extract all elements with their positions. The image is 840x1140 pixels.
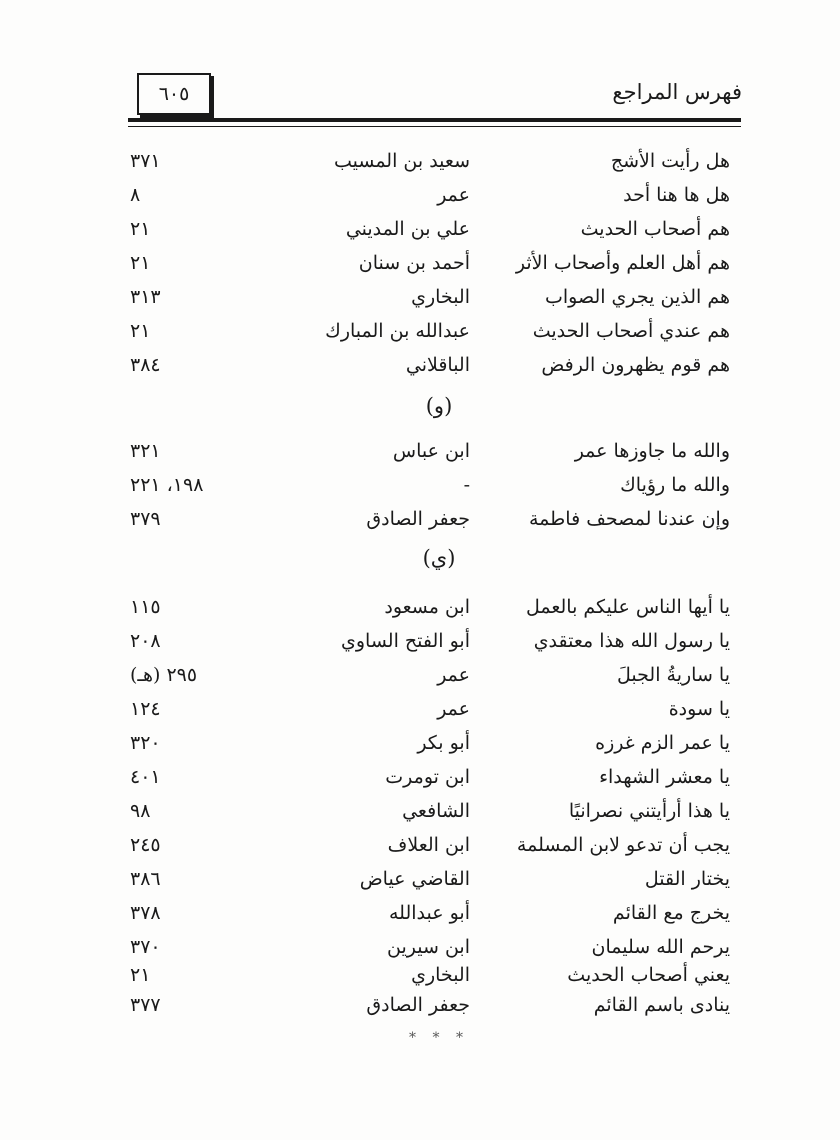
index-row xyxy=(0,286,840,320)
index-row xyxy=(0,596,840,630)
page-ref: ٣٧٠ xyxy=(130,936,161,958)
speaker: ابن سيرين xyxy=(387,936,470,958)
index-row xyxy=(0,508,840,542)
index-row xyxy=(0,320,840,354)
index-row xyxy=(0,732,840,766)
quote-text: هم أصحاب الحديث xyxy=(580,218,730,240)
speaker: جعفر الصادق xyxy=(366,508,470,530)
page-ref: ٣٧٩ xyxy=(130,508,161,530)
section-heading-waw: (و) xyxy=(425,394,453,418)
index-row xyxy=(0,354,840,388)
quote-text: هم عندي أصحاب الحديث xyxy=(532,320,730,342)
index-row xyxy=(0,184,840,218)
page-ref: ٢١ xyxy=(130,320,151,342)
quote-text: هل ها هنا أحد xyxy=(623,184,730,206)
quote-text: يا عمر الزم غرزه xyxy=(595,732,730,754)
page-ref: ٣٧٨ xyxy=(130,902,161,924)
index-row xyxy=(0,994,840,1028)
speaker: ابن عباس xyxy=(392,440,470,462)
speaker: أبو الفتح الساوي xyxy=(341,630,470,652)
quote-text: والله ما رؤياك xyxy=(620,474,730,496)
page-ref: ٣٧٧ xyxy=(130,994,161,1016)
page-ref: ٣٢٠ xyxy=(130,732,161,754)
speaker: ابن العلاف xyxy=(387,834,470,856)
index-row xyxy=(0,218,840,252)
speaker: سعيد بن المسيب xyxy=(333,150,470,172)
page-ref: ١١٥ xyxy=(130,596,161,618)
index-row xyxy=(0,766,840,800)
quote-text: وإن عندنا لمصحف فاطمة xyxy=(529,508,730,530)
speaker: الباقلاني xyxy=(405,354,470,376)
quote-text: هم أهل العلم وأصحاب الأثر xyxy=(515,252,730,274)
page-ref: ١٩٨، ٢٢١ xyxy=(130,474,204,496)
index-row xyxy=(0,664,840,698)
page-ref: ٢٠٨ xyxy=(130,630,161,652)
speaker: عمر xyxy=(437,698,470,720)
section-heading-ya: (ي) xyxy=(422,546,456,570)
index-row xyxy=(0,474,840,508)
index-row xyxy=(0,902,840,936)
index-row xyxy=(0,698,840,732)
quote-text: يجب أن تدعو لابن المسلمة xyxy=(516,834,730,856)
speaker: ابن تومرت xyxy=(385,766,470,788)
index-row xyxy=(0,150,840,184)
speaker: الشافعي xyxy=(402,800,470,822)
quote-text: والله ما جاوزها عمر xyxy=(574,440,730,462)
index-row xyxy=(0,868,840,902)
page-ref: ٢٤٥ xyxy=(130,834,161,856)
page-ref: ٩٨ xyxy=(130,800,151,822)
page-ref: ١٢٤ xyxy=(130,698,161,720)
page-ref: ٣١٣ xyxy=(130,286,161,308)
end-ornament: * * * xyxy=(409,1030,469,1046)
page-ref: ٣٨٦ xyxy=(130,868,161,890)
page-number-text: ٦٠٥ xyxy=(158,83,190,105)
index-row xyxy=(0,440,840,474)
quote-text: يا أيها الناس عليكم بالعمل xyxy=(525,596,730,618)
quote-text: يا رسول الله هذا معتقدي xyxy=(533,630,730,652)
speaker: جعفر الصادق xyxy=(366,994,470,1016)
speaker: أبو بكر xyxy=(417,732,470,754)
quote-text: يختار القتل xyxy=(644,868,730,890)
quote-text: هم الذين يجري الصواب xyxy=(544,286,730,308)
index-row xyxy=(0,252,840,286)
quote-text: يرحم الله سليمان xyxy=(591,936,730,958)
page-ref: ٢١ xyxy=(130,964,151,986)
speaker: عمر xyxy=(437,664,470,686)
page-ref: ٣٧١ xyxy=(130,150,161,172)
speaker: أبو عبدالله xyxy=(388,902,470,924)
index-row xyxy=(0,964,840,998)
quote-text: هل رأيت الأشج xyxy=(610,150,730,172)
quote-text: يا معشر الشهداء xyxy=(599,766,730,788)
page-ref: ٢١ xyxy=(130,218,151,240)
quote-text: يخرج مع القائم xyxy=(612,902,730,924)
quote-text: يعني أصحاب الحديث xyxy=(567,964,730,986)
page-ref: ٤٠١ xyxy=(130,766,161,788)
page-ref: ٢١ xyxy=(130,252,151,274)
speaker: علي بن المديني xyxy=(345,218,470,240)
quote-text: يا ساريةُ الجبلَ xyxy=(617,664,730,686)
page-ref: ٣٢١ xyxy=(130,440,161,462)
page-ref: ٨ xyxy=(130,184,141,206)
index-row xyxy=(0,630,840,664)
speaker: عبدالله بن المبارك xyxy=(325,320,470,342)
quote-text: يا هذا أرأيتني نصرانيًا xyxy=(568,800,730,822)
quote-text: يا سودة xyxy=(668,698,730,720)
speaker: - xyxy=(463,474,470,496)
running-title: فهرس المراجع xyxy=(612,80,742,104)
quote-text: ينادى باسم القائم xyxy=(593,994,730,1016)
speaker: البخاري xyxy=(411,964,470,986)
page-ref: ٣٨٤ xyxy=(130,354,161,376)
index-row xyxy=(0,834,840,868)
speaker: البخاري xyxy=(411,286,470,308)
speaker: أحمد بن سنان xyxy=(358,252,470,274)
speaker: عمر xyxy=(437,184,470,206)
speaker: القاضي عياض xyxy=(359,868,470,890)
page-ref: ٢٩٥ (هـ) xyxy=(130,664,198,686)
quote-text: هم قوم يظهرون الرفض xyxy=(541,354,730,376)
index-row xyxy=(0,800,840,834)
speaker: ابن مسعود xyxy=(384,596,470,618)
